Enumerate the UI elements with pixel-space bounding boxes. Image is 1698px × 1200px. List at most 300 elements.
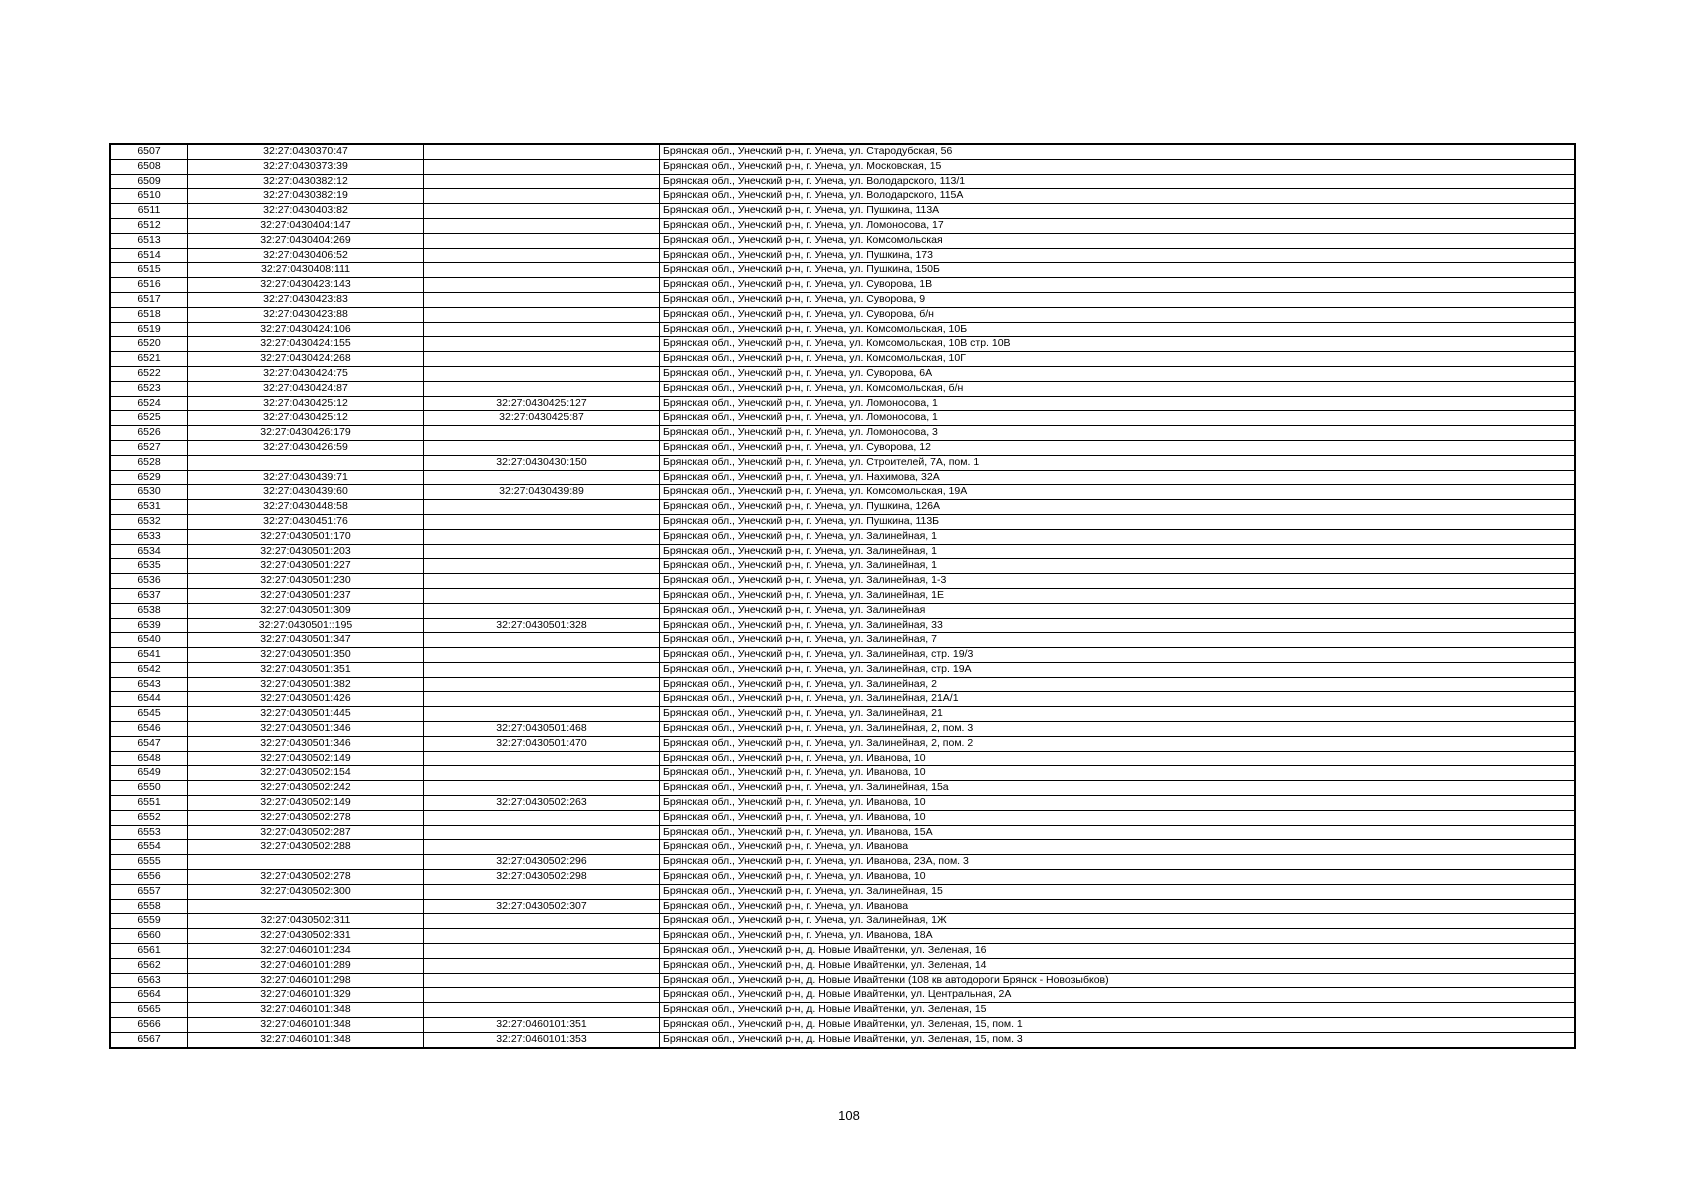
table-row xyxy=(111,958,1575,973)
address: Брянская обл., Унечский р-н, г. Унеча, ул. Залинейная, 2 xyxy=(660,677,1575,692)
row-number: 6512 xyxy=(111,218,188,233)
cadastral-number: 32:27:0430406:52 xyxy=(188,248,424,263)
row-number: 6542 xyxy=(111,662,188,677)
address: Брянская обл., Унечский р-н, г. Унеча, ул. Залинейная, 1 xyxy=(660,559,1575,574)
row-number: 6558 xyxy=(111,899,188,914)
cadastral-number: 32:27:0430501:351 xyxy=(188,662,424,677)
related-cadastral-number xyxy=(424,677,660,692)
cadastral-number: 32:27:0430403:82 xyxy=(188,204,424,219)
cadastral-number: 32:27:0460101:298 xyxy=(188,973,424,988)
cadastral-number: 32:27:0430501::195 xyxy=(188,618,424,633)
address: Брянская обл., Унечский р-н, г. Унеча, ул. Залинейная, 15 xyxy=(660,884,1575,899)
row-number: 6559 xyxy=(111,914,188,929)
row-number: 6561 xyxy=(111,944,188,959)
related-cadastral-number xyxy=(424,648,660,663)
row-number: 6537 xyxy=(111,588,188,603)
address: Брянская обл., Унечский р-н, г. Унеча, ул. Нахимова, 32А xyxy=(660,470,1575,485)
cadastral-number: 32:27:0430423:88 xyxy=(188,307,424,322)
related-cadastral-number xyxy=(424,751,660,766)
row-number: 6510 xyxy=(111,189,188,204)
row-number: 6530 xyxy=(111,485,188,500)
related-cadastral-number xyxy=(424,322,660,337)
table-row xyxy=(111,677,1575,692)
table-row xyxy=(111,1032,1575,1047)
cadastral-number: 32:27:0430502:300 xyxy=(188,884,424,899)
address: Брянская обл., Унечский р-н, г. Унеча, ул. Залинейная, 2, пом. 2 xyxy=(660,736,1575,751)
address: Брянская обл., Унечский р-н, д. Новые Ивайтенки, ул. Зеленая, 14 xyxy=(660,958,1575,973)
cadastral-number: 32:27:0430424:155 xyxy=(188,337,424,352)
table-row xyxy=(111,159,1575,174)
address: Брянская обл., Унечский р-н, г. Унеча, ул. Иванова, 23А, пом. 3 xyxy=(660,855,1575,870)
related-cadastral-number xyxy=(424,189,660,204)
row-number: 6549 xyxy=(111,766,188,781)
table-row xyxy=(111,736,1575,751)
table-row xyxy=(111,618,1575,633)
cadastral-number: 32:27:0430424:87 xyxy=(188,381,424,396)
table-row xyxy=(111,470,1575,485)
row-number: 6550 xyxy=(111,781,188,796)
row-number: 6528 xyxy=(111,455,188,470)
table-row xyxy=(111,307,1575,322)
table-row xyxy=(111,263,1575,278)
table-row xyxy=(111,218,1575,233)
address: Брянская обл., Унечский р-н, г. Унеча, ул. Иванова, 10 xyxy=(660,810,1575,825)
address: Брянская обл., Унечский р-н, г. Унеча, ул. Иванова xyxy=(660,840,1575,855)
cadastral-number: 32:27:0430425:12 xyxy=(188,411,424,426)
cadastral-number: 32:27:0430502:149 xyxy=(188,751,424,766)
address: Брянская обл., Унечский р-н, г. Унеча, ул. Залинейная, 1-3 xyxy=(660,574,1575,589)
row-number: 6526 xyxy=(111,426,188,441)
table-row xyxy=(111,781,1575,796)
row-number: 6552 xyxy=(111,810,188,825)
row-number: 6560 xyxy=(111,929,188,944)
address: Брянская обл., Унечский р-н, д. Новые Ивайтенки, ул. Зеленая, 15 xyxy=(660,1003,1575,1018)
table-row xyxy=(111,352,1575,367)
row-number: 6522 xyxy=(111,366,188,381)
cadastral-number: 32:27:0430404:269 xyxy=(188,233,424,248)
address: Брянская обл., Унечский р-н, г. Унеча, ул. Иванова, 10 xyxy=(660,796,1575,811)
related-cadastral-number xyxy=(424,781,660,796)
related-cadastral-number xyxy=(424,337,660,352)
cadastral-number: 32:27:0430501:309 xyxy=(188,603,424,618)
row-number: 6538 xyxy=(111,603,188,618)
page-number: 108 xyxy=(838,1108,860,1123)
table-row xyxy=(111,174,1575,189)
table-row xyxy=(111,988,1575,1003)
table-row xyxy=(111,366,1575,381)
address: Брянская обл., Унечский р-н, д. Новые Ивайтенки, ул. Зеленая, 16 xyxy=(660,944,1575,959)
table-row xyxy=(111,529,1575,544)
address: Брянская обл., Унечский р-н, г. Унеча, ул. Залинейная, 1 xyxy=(660,544,1575,559)
related-cadastral-number xyxy=(424,988,660,1003)
table-row xyxy=(111,440,1575,455)
address: Брянская обл., Унечский р-н, д. Новые Ивайтенки (108 кв автодороги Брянск - Новозыбков) xyxy=(660,973,1575,988)
table-row xyxy=(111,1018,1575,1033)
table-row xyxy=(111,500,1575,515)
cadastral-number: 32:27:0430501:382 xyxy=(188,677,424,692)
cadastral-number: 32:27:0430502:242 xyxy=(188,781,424,796)
cadastral-number: 32:27:0430382:12 xyxy=(188,174,424,189)
address: Брянская обл., Унечский р-н, г. Унеча, ул. Суворова, 12 xyxy=(660,440,1575,455)
related-cadastral-number xyxy=(424,263,660,278)
related-cadastral-number xyxy=(424,766,660,781)
cadastral-number: 32:27:0430501:346 xyxy=(188,722,424,737)
related-cadastral-number xyxy=(424,381,660,396)
table-row xyxy=(111,929,1575,944)
related-cadastral-number xyxy=(424,973,660,988)
table-row xyxy=(111,603,1575,618)
related-cadastral-number: 32:27:0430502:296 xyxy=(424,855,660,870)
row-number: 6518 xyxy=(111,307,188,322)
cadastral-number: 32:27:0460101:234 xyxy=(188,944,424,959)
row-number: 6519 xyxy=(111,322,188,337)
address: Брянская обл., Унечский р-н, г. Унеча, ул. Суворова, 9 xyxy=(660,292,1575,307)
address: Брянская обл., Унечский р-н, д. Новые Ивайтенки, ул. Зеленая, 15, пом. 1 xyxy=(660,1018,1575,1033)
address: Брянская обл., Унечский р-н, г. Унеча, ул. Иванова xyxy=(660,899,1575,914)
row-number: 6546 xyxy=(111,722,188,737)
row-number: 6529 xyxy=(111,470,188,485)
cadastral-number: 32:27:0430502:154 xyxy=(188,766,424,781)
address: Брянская обл., Унечский р-н, г. Унеча, ул. Комсомольская, 10Г xyxy=(660,352,1575,367)
cadastral-number: 32:27:0430502:278 xyxy=(188,810,424,825)
table-row xyxy=(111,692,1575,707)
table-row xyxy=(111,855,1575,870)
related-cadastral-number: 32:27:0430501:328 xyxy=(424,618,660,633)
related-cadastral-number xyxy=(424,366,660,381)
table-row xyxy=(111,455,1575,470)
row-number: 6541 xyxy=(111,648,188,663)
related-cadastral-number xyxy=(424,884,660,899)
address: Брянская обл., Унечский р-н, г. Унеча, ул. Московская, 15 xyxy=(660,159,1575,174)
row-number: 6567 xyxy=(111,1032,188,1047)
related-cadastral-number xyxy=(424,292,660,307)
address: Брянская обл., Унечский р-н, г. Унеча, ул. Иванова, 15А xyxy=(660,825,1575,840)
row-number: 6520 xyxy=(111,337,188,352)
related-cadastral-number xyxy=(424,426,660,441)
table-row xyxy=(111,145,1575,160)
row-number: 6532 xyxy=(111,514,188,529)
table-row xyxy=(111,810,1575,825)
related-cadastral-number: 32:27:0430439:89 xyxy=(424,485,660,500)
related-cadastral-number xyxy=(424,470,660,485)
address: Брянская обл., Унечский р-н, г. Унеча, ул. Комсомольская, 10В стр. 10В xyxy=(660,337,1575,352)
related-cadastral-number xyxy=(424,233,660,248)
cadastral-number: 32:27:0430501:445 xyxy=(188,707,424,722)
cadastral-number: 32:27:0430501:203 xyxy=(188,544,424,559)
row-number: 6507 xyxy=(111,145,188,160)
address: Брянская обл., Унечский р-н, г. Унеча, ул. Ломоносова, 3 xyxy=(660,426,1575,441)
row-number: 6535 xyxy=(111,559,188,574)
table-row xyxy=(111,796,1575,811)
cadastral-number: 32:27:0430373:39 xyxy=(188,159,424,174)
cadastral-number: 32:27:0430404:147 xyxy=(188,218,424,233)
cadastral-number: 32:27:0460101:329 xyxy=(188,988,424,1003)
cadastral-number: 32:27:0430448:58 xyxy=(188,500,424,515)
related-cadastral-number: 32:27:0430502:263 xyxy=(424,796,660,811)
table-row xyxy=(111,870,1575,885)
cadastral-number: 32:27:0430501:347 xyxy=(188,633,424,648)
row-number: 6551 xyxy=(111,796,188,811)
cadastral-number xyxy=(188,855,424,870)
row-number: 6524 xyxy=(111,396,188,411)
related-cadastral-number xyxy=(424,662,660,677)
address: Брянская обл., Унечский р-н, г. Унеча, ул. Ломоносова, 1 xyxy=(660,411,1575,426)
cadastral-number: 32:27:0430501:426 xyxy=(188,692,424,707)
address: Брянская обл., Унечский р-н, г. Унеча, ул. Залинейная, 1Ж xyxy=(660,914,1575,929)
table-row xyxy=(111,559,1575,574)
related-cadastral-number xyxy=(424,1003,660,1018)
address: Брянская обл., Унечский р-н, г. Унеча, ул. Володарского, 113/1 xyxy=(660,174,1575,189)
cadastral-number: 32:27:0460101:348 xyxy=(188,1032,424,1047)
related-cadastral-number xyxy=(424,248,660,263)
table-row xyxy=(111,707,1575,722)
row-number: 6565 xyxy=(111,1003,188,1018)
table-row xyxy=(111,766,1575,781)
address: Брянская обл., Унечский р-н, д. Новые Ивайтенки, ул. Зеленая, 15, пом. 3 xyxy=(660,1032,1575,1047)
address: Брянская обл., Унечский р-н, г. Унеча, ул. Строителей, 7А, пом. 1 xyxy=(660,455,1575,470)
table-row xyxy=(111,426,1575,441)
related-cadastral-number xyxy=(424,633,660,648)
cadastral-number: 32:27:0430501:230 xyxy=(188,574,424,589)
related-cadastral-number xyxy=(424,278,660,293)
cadastral-number: 32:27:0430501:346 xyxy=(188,736,424,751)
cadastral-number: 32:27:0430502:331 xyxy=(188,929,424,944)
related-cadastral-number: 32:27:0430425:87 xyxy=(424,411,660,426)
cadastral-number: 32:27:0430424:75 xyxy=(188,366,424,381)
related-cadastral-number xyxy=(424,914,660,929)
related-cadastral-number xyxy=(424,588,660,603)
address: Брянская обл., Унечский р-н, г. Унеча, ул. Комсомольская, 10Б xyxy=(660,322,1575,337)
address: Брянская обл., Унечский р-н, г. Унеча, ул. Суворова, 6А xyxy=(660,366,1575,381)
address: Брянская обл., Унечский р-н, г. Унеча, ул. Иванова, 10 xyxy=(660,751,1575,766)
related-cadastral-number xyxy=(424,218,660,233)
row-number: 6540 xyxy=(111,633,188,648)
table-row xyxy=(111,396,1575,411)
row-number: 6523 xyxy=(111,381,188,396)
cadastral-number: 32:27:0430502:278 xyxy=(188,870,424,885)
property-table xyxy=(110,144,1575,1048)
row-number: 6509 xyxy=(111,174,188,189)
address: Брянская обл., Унечский р-н, г. Унеча, ул. Залинейная, 1 xyxy=(660,529,1575,544)
related-cadastral-number xyxy=(424,440,660,455)
row-number: 6511 xyxy=(111,204,188,219)
cadastral-number: 32:27:0430501:237 xyxy=(188,588,424,603)
related-cadastral-number: 32:27:0460101:353 xyxy=(424,1032,660,1047)
related-cadastral-number xyxy=(424,544,660,559)
table-row xyxy=(111,633,1575,648)
cadastral-number: 32:27:0430424:268 xyxy=(188,352,424,367)
address: Брянская обл., Унечский р-н, г. Унеча, ул. Залинейная, 7 xyxy=(660,633,1575,648)
row-number: 6516 xyxy=(111,278,188,293)
address: Брянская обл., Унечский р-н, г. Унеча, ул. Залинейная, 15а xyxy=(660,781,1575,796)
row-number: 6513 xyxy=(111,233,188,248)
table-row xyxy=(111,884,1575,899)
related-cadastral-number xyxy=(424,825,660,840)
table-row xyxy=(111,944,1575,959)
address: Брянская обл., Унечский р-н, г. Унеча, ул. Пушкина, 113Б xyxy=(660,514,1575,529)
row-number: 6521 xyxy=(111,352,188,367)
related-cadastral-number xyxy=(424,810,660,825)
table-row xyxy=(111,722,1575,737)
address: Брянская обл., Унечский р-н, г. Унеча, ул. Пушкина, 113А xyxy=(660,204,1575,219)
table-row xyxy=(111,322,1575,337)
related-cadastral-number: 32:27:0430502:298 xyxy=(424,870,660,885)
row-number: 6566 xyxy=(111,1018,188,1033)
row-number: 6534 xyxy=(111,544,188,559)
table-row xyxy=(111,337,1575,352)
row-number: 6515 xyxy=(111,263,188,278)
related-cadastral-number: 32:27:0460101:351 xyxy=(424,1018,660,1033)
related-cadastral-number xyxy=(424,958,660,973)
related-cadastral-number xyxy=(424,145,660,160)
table-row xyxy=(111,751,1575,766)
table-row xyxy=(111,574,1575,589)
cadastral-number: 32:27:0430426:59 xyxy=(188,440,424,455)
related-cadastral-number xyxy=(424,352,660,367)
related-cadastral-number xyxy=(424,514,660,529)
table-body xyxy=(111,145,1575,1048)
address: Брянская обл., Унечский р-н, г. Унеча, ул. Пушкина, 126А xyxy=(660,500,1575,515)
cadastral-number xyxy=(188,899,424,914)
related-cadastral-number xyxy=(424,174,660,189)
address: Брянская обл., Унечский р-н, г. Унеча, ул. Иванова, 18А xyxy=(660,929,1575,944)
address: Брянская обл., Унечский р-н, д. Новые Ивайтенки, ул. Центральная, 2А xyxy=(660,988,1575,1003)
row-number: 6531 xyxy=(111,500,188,515)
row-number: 6525 xyxy=(111,411,188,426)
address: Брянская обл., Унечский р-н, г. Унеча, ул. Иванова, 10 xyxy=(660,870,1575,885)
cadastral-number: 32:27:0460101:348 xyxy=(188,1003,424,1018)
row-number: 6564 xyxy=(111,988,188,1003)
table-row xyxy=(111,292,1575,307)
related-cadastral-number xyxy=(424,559,660,574)
table-row xyxy=(111,485,1575,500)
table-row xyxy=(111,648,1575,663)
row-number: 6556 xyxy=(111,870,188,885)
address: Брянская обл., Унечский р-н, г. Унеча, ул. Залинейная, стр. 19А xyxy=(660,662,1575,677)
related-cadastral-number xyxy=(424,574,660,589)
address: Брянская обл., Унечский р-н, г. Унеча, ул. Комсомольская xyxy=(660,233,1575,248)
cadastral-number: 32:27:0430439:71 xyxy=(188,470,424,485)
related-cadastral-number xyxy=(424,840,660,855)
row-number: 6543 xyxy=(111,677,188,692)
row-number: 6562 xyxy=(111,958,188,973)
address: Брянская обл., Унечский р-н, г. Унеча, ул. Комсомольская, 19А xyxy=(660,485,1575,500)
table-row xyxy=(111,973,1575,988)
related-cadastral-number xyxy=(424,500,660,515)
row-number: 6514 xyxy=(111,248,188,263)
row-number: 6563 xyxy=(111,973,188,988)
cadastral-number: 32:27:0430408:111 xyxy=(188,263,424,278)
cadastral-number: 32:27:0430425:12 xyxy=(188,396,424,411)
address: Брянская обл., Унечский р-н, г. Унеча, ул. Ломоносова, 17 xyxy=(660,218,1575,233)
related-cadastral-number xyxy=(424,707,660,722)
cadastral-number: 32:27:0430502:288 xyxy=(188,840,424,855)
related-cadastral-number xyxy=(424,692,660,707)
cadastral-number xyxy=(188,455,424,470)
cadastral-number: 32:27:0430502:311 xyxy=(188,914,424,929)
related-cadastral-number: 32:27:0430501:470 xyxy=(424,736,660,751)
table-row xyxy=(111,840,1575,855)
cadastral-number: 32:27:0430370:47 xyxy=(188,145,424,160)
address: Брянская обл., Унечский р-н, г. Унеча, ул. Залинейная, 1Е xyxy=(660,588,1575,603)
row-number: 6536 xyxy=(111,574,188,589)
cadastral-number: 32:27:0430439:60 xyxy=(188,485,424,500)
table-row xyxy=(111,278,1575,293)
row-number: 6539 xyxy=(111,618,188,633)
related-cadastral-number: 32:27:0430430:150 xyxy=(424,455,660,470)
address: Брянская обл., Унечский р-н, г. Унеча, ул. Суворова, 1В xyxy=(660,278,1575,293)
cadastral-number: 32:27:0430423:83 xyxy=(188,292,424,307)
row-number: 6553 xyxy=(111,825,188,840)
address: Брянская обл., Унечский р-н, г. Унеча, ул. Суворова, б/н xyxy=(660,307,1575,322)
address: Брянская обл., Унечский р-н, г. Унеча, ул. Володарского, 115А xyxy=(660,189,1575,204)
cadastral-number: 32:27:0430424:106 xyxy=(188,322,424,337)
cadastral-number: 32:27:0430502:287 xyxy=(188,825,424,840)
related-cadastral-number xyxy=(424,159,660,174)
cadastral-number: 32:27:0430501:227 xyxy=(188,559,424,574)
table-row xyxy=(111,189,1575,204)
cadastral-number: 32:27:0430502:149 xyxy=(188,796,424,811)
address: Брянская обл., Унечский р-н, г. Унеча, ул. Залинейная, 33 xyxy=(660,618,1575,633)
address: Брянская обл., Унечский р-н, г. Унеча, ул. Стародубская, 56 xyxy=(660,145,1575,160)
table-row xyxy=(111,588,1575,603)
address: Брянская обл., Унечский р-н, г. Унеча, ул. Залинейная, 21А/1 xyxy=(660,692,1575,707)
related-cadastral-number: 32:27:0430501:468 xyxy=(424,722,660,737)
related-cadastral-number xyxy=(424,529,660,544)
row-number: 6547 xyxy=(111,736,188,751)
table-row xyxy=(111,899,1575,914)
table-row xyxy=(111,204,1575,219)
cadastral-number: 32:27:0430426:179 xyxy=(188,426,424,441)
address: Брянская обл., Унечский р-н, г. Унеча, ул. Залинейная, 21 xyxy=(660,707,1575,722)
related-cadastral-number: 32:27:0430502:307 xyxy=(424,899,660,914)
address: Брянская обл., Унечский р-н, г. Унеча, ул. Залинейная xyxy=(660,603,1575,618)
related-cadastral-number xyxy=(424,307,660,322)
address: Брянская обл., Унечский р-н, г. Унеча, ул. Пушкина, 173 xyxy=(660,248,1575,263)
table-row xyxy=(111,514,1575,529)
cadastral-number: 32:27:0460101:289 xyxy=(188,958,424,973)
row-number: 6544 xyxy=(111,692,188,707)
cadastral-number: 32:27:0460101:348 xyxy=(188,1018,424,1033)
related-cadastral-number xyxy=(424,929,660,944)
related-cadastral-number xyxy=(424,944,660,959)
row-number: 6533 xyxy=(111,529,188,544)
row-number: 6527 xyxy=(111,440,188,455)
related-cadastral-number xyxy=(424,204,660,219)
address: Брянская обл., Унечский р-н, г. Унеча, ул. Ломоносова, 1 xyxy=(660,396,1575,411)
row-number: 6545 xyxy=(111,707,188,722)
table-row xyxy=(111,825,1575,840)
row-number: 6555 xyxy=(111,855,188,870)
table-row xyxy=(111,233,1575,248)
cadastral-number: 32:27:0430423:143 xyxy=(188,278,424,293)
address: Брянская обл., Унечский р-н, г. Унеча, ул. Иванова, 10 xyxy=(660,766,1575,781)
table-row xyxy=(111,544,1575,559)
address: Брянская обл., Унечский р-н, г. Унеча, ул. Пушкина, 150Б xyxy=(660,263,1575,278)
row-number: 6554 xyxy=(111,840,188,855)
table-row xyxy=(111,381,1575,396)
table-row xyxy=(111,411,1575,426)
cadastral-number: 32:27:0430451:76 xyxy=(188,514,424,529)
table-row xyxy=(111,662,1575,677)
address: Брянская обл., Унечский р-н, г. Унеча, ул. Залинейная, стр. 19/3 xyxy=(660,648,1575,663)
row-number: 6517 xyxy=(111,292,188,307)
table-row xyxy=(111,914,1575,929)
table-row xyxy=(111,248,1575,263)
address: Брянская обл., Унечский р-н, г. Унеча, ул. Комсомольская, б/н xyxy=(660,381,1575,396)
cadastral-number: 32:27:0430501:170 xyxy=(188,529,424,544)
row-number: 6548 xyxy=(111,751,188,766)
